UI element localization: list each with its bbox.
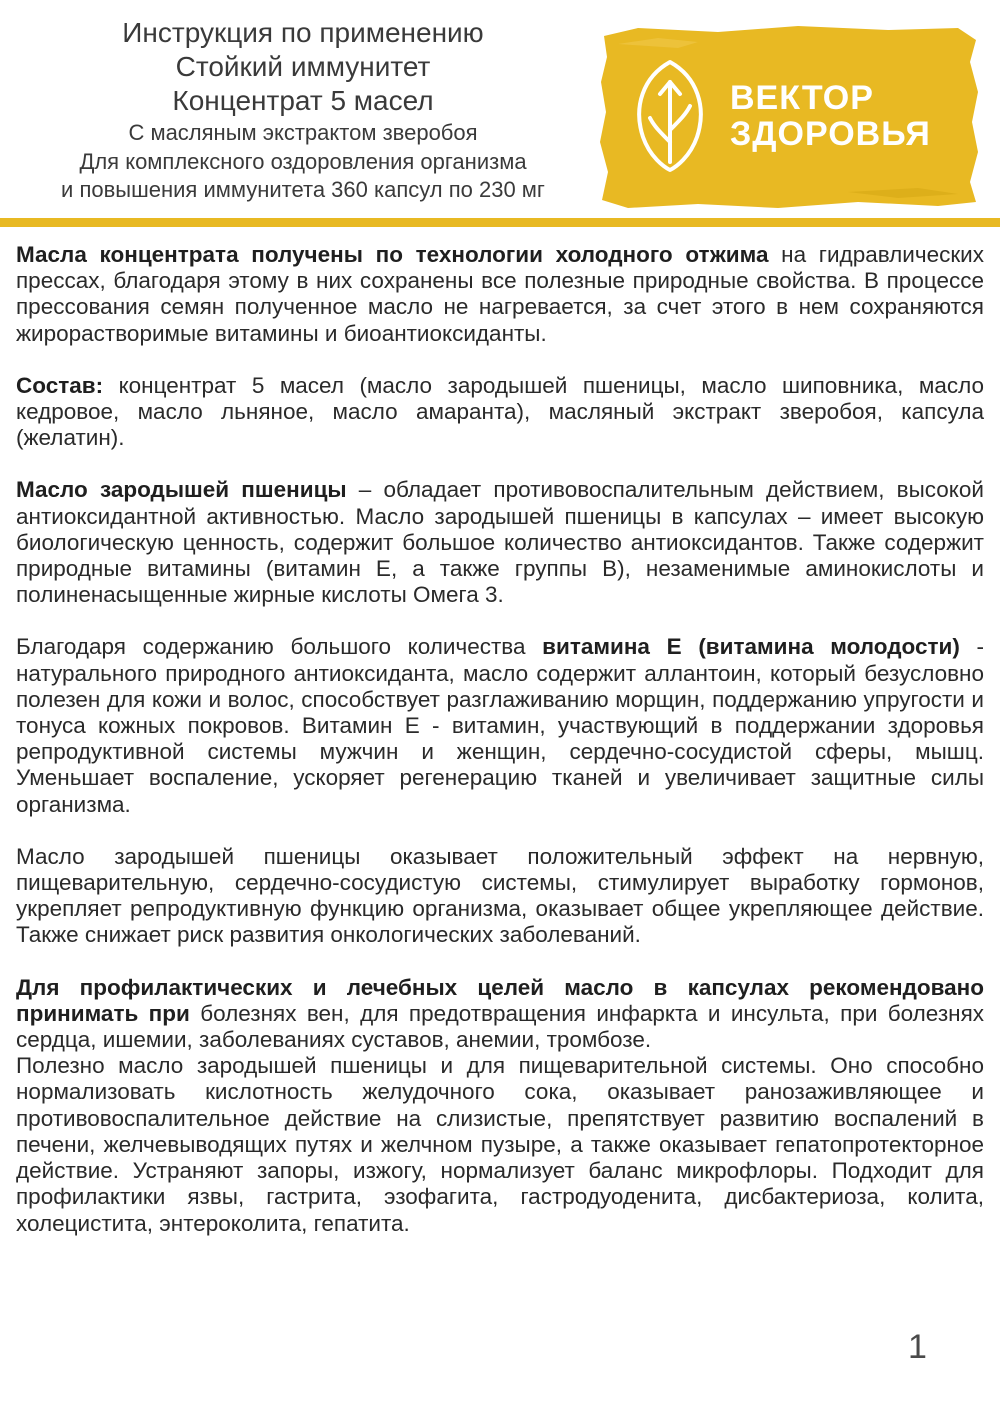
header-packaging: и повышения иммунитета 360 капсул по 230 мг	[61, 177, 545, 202]
paragraph-composition	[16, 373, 984, 452]
brand-name-line2: ЗДОРОВЬЯ	[730, 115, 931, 153]
paragraph-cold-press-lead: Масла концентрата получены по технологии холодного отжима	[16, 242, 769, 267]
paragraph-vitamin-e	[16, 634, 984, 817]
paragraph-digestive: Полезно масло зародышей пшеницы и для пищеварительной системы. Оно способно нормализовать кислотность желудочного сока, оказывает ранозаживляющее и противовоспалительное действие на слизистые, препятствует развитию воспалений в печени, желчевыводящих путях и желчном пузыре, а также оказывает гепатопротекторное действие. Устраняют запоры, изжогу, нормализует баланс микрофлоры. Подходит для профилактики язвы, гастрита, эзофагита, гастродуоденита, дисбактериоза, колита, холецистита, энтероколита, гепатита.	[16, 1053, 984, 1236]
paragraph-systems-effect: Масло зародышей пшеницы оказывает положительный эффект на нервную, пищеварительную, сердечно-сосудистую системы, стимулирует выработку гормонов, укрепляет репродуктивную функцию организма, оказывает общее укрепляющее действие. Также снижает риск развития онкологических заболеваний.	[16, 843, 984, 948]
header-product-name: Стойкий иммунитет	[175, 51, 431, 82]
paragraph-wheat-germ-oil-text: – обладает противовоспалительным действием, высокой антиоксидантной активностью. Масло зародышей пшеницы в капсулах – имеет высокую биологическую ценность, содержит большое количество антиоксидантов. Также содержит природные витамины (витамин Е, а также группы В), незаменимые аминокислоты и полиненасыщенные жирные кислоты Омега 3.	[16, 477, 984, 608]
brand-logo	[598, 22, 980, 210]
document-header	[8, 16, 598, 204]
paragraph-cold-press-text: на гидравлических прессах, благодаря этому в них сохранены все полезные природные свойства. В процессе прессования семян полученное масло не нагревается, за счет этого в нем сохраняются жирорастворимые витамины и биоантиоксиданты.	[16, 242, 984, 346]
page-number: 1	[908, 1328, 927, 1366]
paragraph-wheat-germ-oil	[16, 477, 984, 608]
brand-name	[730, 80, 931, 152]
brand-name-line1: ВЕКТОР	[730, 79, 874, 117]
paragraph-composition-text: концентрат 5 масел (масло зародышей пшеницы, масло шиповника, масло кедровое, масло льняное, масло амаранта), масляный экстракт зверобоя, капсула (желатин).	[16, 372, 984, 451]
header-subtitle: С масляным экстрактом зверобоя	[128, 120, 478, 145]
paragraph-indications-text: болезнях вен, для предотвращения инфаркта и инсульта, при болезнях сердца, ишемии, заболеваниях суставов, анемии, тромбозе.	[16, 1000, 985, 1053]
paragraph-vitamin-e-intro: Благодаря содержанию большого количества	[16, 634, 543, 660]
paragraph-indications-lead: Для профилактических и лечебных целей масло в капсулах рекомендовано принимать при	[16, 974, 984, 1026]
header-divider	[0, 218, 1000, 227]
paragraph-vitamin-e-text: - натурального природного антиоксиданта, масло содержит аллантоин, который безусловно полезен для кожи и волос, способствует разглаживанию морщин, поддержанию упругости и тонуса кожных покровов. Витамин Е - витамин, участвующий в поддержании здоровья репродуктивной системы мужчин и женщин, сердечно-сосудистой сферы, мышц. Уменьшает воспаление, ускоряет регенерацию тканей и увеличивает защитные силы организма.	[16, 634, 984, 817]
header-title: Инструкция по применению	[122, 17, 484, 48]
header-purpose: Для комплексного оздоровления организма	[79, 149, 527, 174]
paragraph-vitamin-e-lead: витамина Е (витамина молодости)	[542, 634, 960, 660]
paragraph-composition-lead: Состав:	[16, 372, 104, 398]
document-body	[16, 242, 984, 1237]
paragraph-cold-press	[16, 242, 984, 347]
header-product-type: Концентрат 5 масел	[172, 85, 434, 116]
paragraph-indications	[16, 975, 984, 1054]
paragraph-wheat-germ-oil-lead: Масло зародышей пшеницы	[16, 477, 347, 503]
